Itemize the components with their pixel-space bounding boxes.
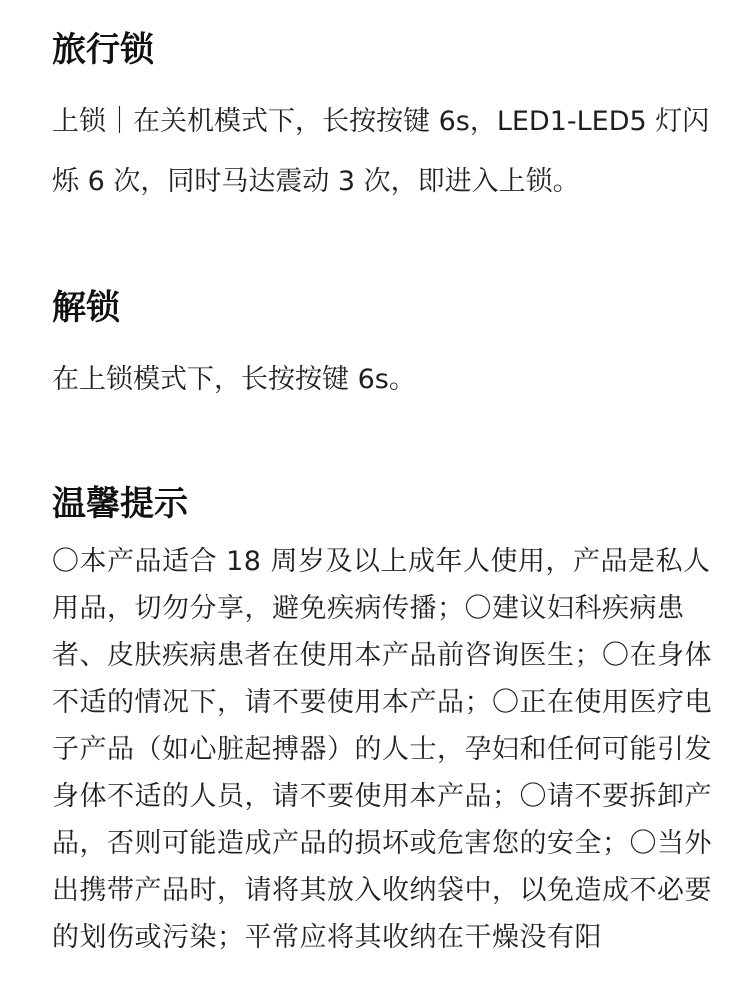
travel-lock-heading: 旅行锁: [52, 30, 154, 70]
travel-lock-section: [52, 30, 712, 212]
tips-text: 〇本产品适合 18 周岁及以上成年人使用，产品是私人用品，切勿分享，避免疾病传播；〇建议妇科疾病患者、皮肤疾病患者在使用本产品前咨询医生；〇在身体不适的情况下，请不要使用本产品；〇正在使用医疗电子产品（如心脏起搏器）的人士，孕妇和任何可能引发身体不适的人员，请不要使用本产品；〇请不要拆卸产品，否则可能造成产品的损坏或危害您的安全；〇当外出携带产品时，请将其放入收纳袋中，以免造成不必要的划伤或污染；平常应将其收纳在干燥没有阳: [52, 546, 712, 953]
unlock-heading: 解锁: [52, 288, 120, 328]
tips-heading: 温馨提示: [52, 484, 188, 524]
tips-section: [52, 484, 712, 961]
travel-lock-text: 上锁｜在关机模式下，长按按键 6s，LED1-LED5 灯闪烁 6 次，同时马达震动 3 次，即进入上锁。: [52, 106, 710, 197]
unlock-section: [52, 288, 712, 410]
unlock-text: 在上锁模式下，长按按键 6s。: [52, 364, 416, 395]
